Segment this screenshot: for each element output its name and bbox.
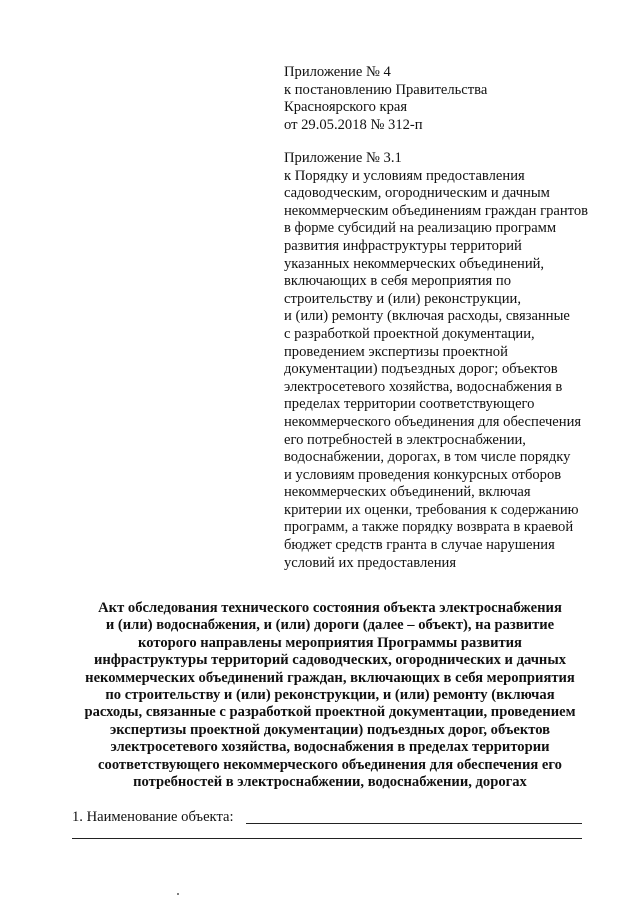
annex-3-1-line: развития инфраструктуры территорий bbox=[284, 237, 522, 254]
act-title-line: соответствующего некоммерческого объединения для обеспечения его bbox=[98, 756, 562, 773]
act-title-line: электросетевого хозяйства, водоснабжения в пределах территории bbox=[110, 739, 550, 756]
annex-3-1-line: некоммерческих объединений, включая bbox=[284, 484, 531, 501]
annex-3-1-line: указанных некоммерческих объединений, bbox=[284, 255, 545, 272]
act-title-line: потребностей в электроснабжении, водоснабжении, дорогах bbox=[133, 774, 527, 791]
annex-3-1-line: критерии их оценки, требования к содержанию bbox=[284, 501, 579, 518]
object-name-continuation-line[interactable] bbox=[72, 838, 582, 839]
annex-3-1-line: электросетевого хозяйства, водоснабжения в bbox=[284, 378, 563, 395]
annex-3-1-line: и (или) ремонту (включая расходы, связанные bbox=[284, 308, 570, 325]
object-name-blank-line[interactable] bbox=[246, 823, 582, 824]
annex-3-1-line: водоснабжении, дорогах, в том числе порядку bbox=[284, 449, 571, 466]
act-title-line: которого направлены мероприятия Программы развития bbox=[138, 634, 522, 651]
annex-3-1-line: программ, а также порядку возврата в краевой bbox=[284, 519, 574, 536]
annex-3-1-line: пределах территории соответствующего bbox=[284, 396, 535, 413]
act-title-line: некоммерческих объединений граждан, включающих в себя мероприятия bbox=[85, 669, 575, 686]
annex-4-line: Красноярского края bbox=[284, 99, 408, 116]
annex-3-1-line: Приложение № 3.1 bbox=[284, 150, 402, 166]
annex-4-line: от 29.05.2018 № 312-п bbox=[284, 116, 423, 133]
annex-3-1-line: некоммерческим объединениям граждан грантов bbox=[284, 202, 589, 219]
act-title-line: Акт обследования технического состояния объекта электроснабжения bbox=[98, 600, 562, 616]
annex-3-1-line: и условиям проведения конкурсных отборов bbox=[284, 466, 562, 483]
annex-4-line: Приложение № 4 bbox=[284, 64, 391, 80]
annex-3-1-line: к Порядку и условиям предоставления bbox=[284, 167, 525, 184]
act-title bbox=[60, 600, 600, 791]
annex-3-1-line: документации) подъездных дорог; объектов bbox=[284, 361, 558, 378]
annex-4-line: к постановлению Правительства bbox=[284, 81, 488, 98]
object-name-field bbox=[72, 808, 582, 828]
act-title-line: и (или) водоснабжения, и (или) дороги (далее – объект), на развитие bbox=[105, 617, 555, 634]
annex-3-1-line: проведением экспертизы проектной bbox=[284, 343, 508, 360]
annex-3-1-line: условий их предоставления bbox=[284, 554, 457, 571]
act-title-line: инфраструктуры территорий садоводческих, огороднических и дачных bbox=[93, 652, 567, 669]
act-title-line: расходы, связанные с разработкой проектной документации, проведением bbox=[84, 704, 576, 721]
act-title-line: по строительству и (или) реконструкции, и (или) ремонту (включая bbox=[105, 687, 555, 704]
act-title-line: экспертизы проектной документации) подъездных дорог, объектов bbox=[109, 721, 551, 738]
annex-3-1-line: некоммерческого объединения для обеспечения bbox=[284, 413, 582, 430]
annex-3-1-line: его потребностей в электроснабжении, bbox=[284, 431, 526, 448]
annex-3-1-line: с разработкой проектной документации, bbox=[284, 325, 535, 342]
annex-3-1-line: строительству и (или) реконструкции, bbox=[284, 290, 521, 307]
annex-3-1-header bbox=[284, 150, 614, 572]
scan-speck bbox=[177, 893, 179, 895]
annex-3-1-line: бюджет средств гранта в случае нарушения bbox=[284, 537, 555, 554]
object-name-label: 1. Наименование объекта: bbox=[72, 809, 234, 825]
annex-3-1-line: в форме субсидий на реализацию программ bbox=[284, 220, 557, 237]
annex-4-header bbox=[284, 64, 614, 134]
annex-3-1-line: садоводческим, огородническим и дачным bbox=[284, 185, 550, 202]
annex-3-1-line: включающих в себя мероприятия по bbox=[284, 273, 512, 290]
